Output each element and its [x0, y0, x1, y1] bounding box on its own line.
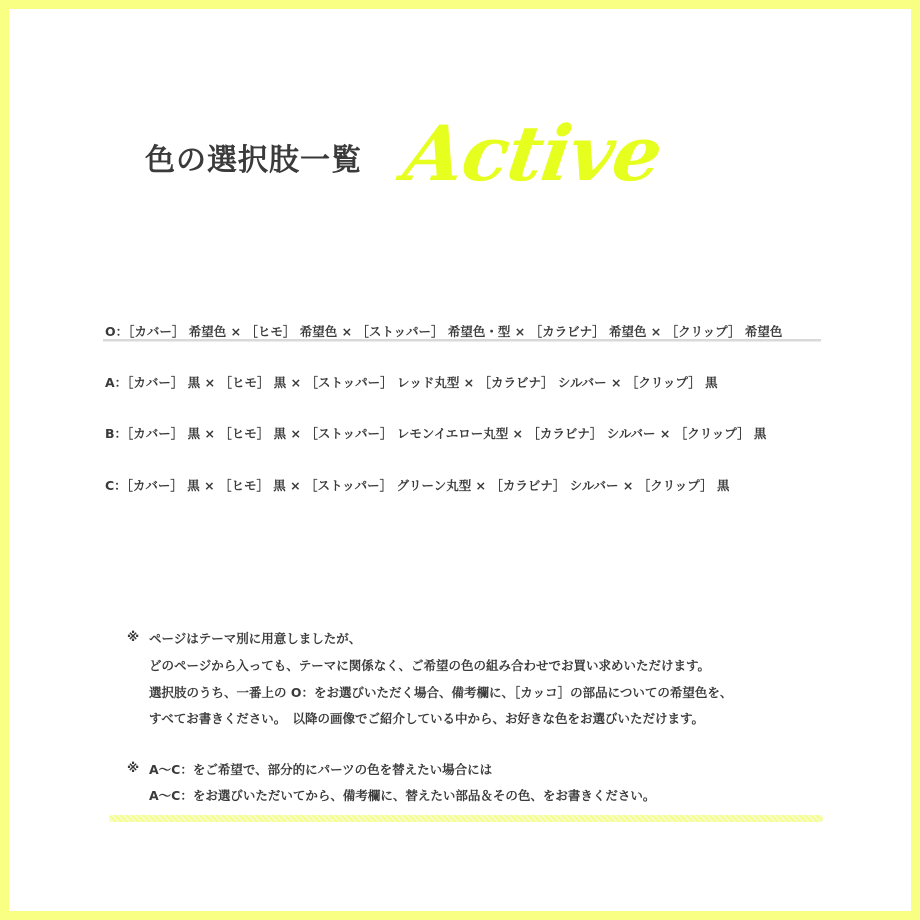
active-logo: Active	[398, 109, 667, 198]
option-a: A：［カバー］ 黒 × ［ヒモ］ 黒 × ［ストッパー］ レッド丸型 × ［カラビナ］ シルバー × ［クリップ］ 黒	[105, 375, 718, 390]
note-mark-2: ※	[127, 760, 140, 775]
divider	[103, 339, 821, 342]
bottom-decorative-line	[109, 815, 823, 822]
note1-line2: どのページから入っても、テーマに関係なく、ご希望の色の組み合わせでお買い求めいただけます。	[149, 658, 711, 673]
note2-line2: A～C：をお選びいただいてから、備考欄に、替えたい部品＆その色、をお書きください。	[149, 788, 656, 803]
option-o: O：［カバー］ 希望色 × ［ヒモ］ 希望色 × ［ストッパー］ 希望色・型 × ［カラビナ］ 希望色 × ［クリップ］ 希望色	[105, 324, 783, 339]
option-c: C：［カバー］ 黒 × ［ヒモ］ 黒 × ［ストッパー］ グリーン丸型 × ［カラビナ］ シルバー × ［クリップ］ 黒	[105, 478, 730, 493]
page-title: 色の選択肢一覧	[145, 143, 362, 178]
note1-line4: すべてお書きください。 以降の画像でご紹介している中から、お好きな色をお選びいただけます。	[149, 711, 705, 726]
option-b: B：［カバー］ 黒 × ［ヒモ］ 黒 × ［ストッパー］ レモンイエロー丸型 × ［カラビナ］ シルバー × ［クリップ］ 黒	[105, 426, 767, 441]
note-mark-1: ※	[127, 629, 140, 644]
note1-line1: ページはテーマ別に用意しましたが、	[149, 631, 362, 646]
note2-line1: A～C：をご希望で、部分的にパーツの色を替えたい場合には	[149, 762, 493, 777]
note1-line3: 選択肢のうち、一番上の O：をお選びいただく場合、備考欄に、［カッコ］の部品についての希望色を、	[149, 685, 733, 700]
